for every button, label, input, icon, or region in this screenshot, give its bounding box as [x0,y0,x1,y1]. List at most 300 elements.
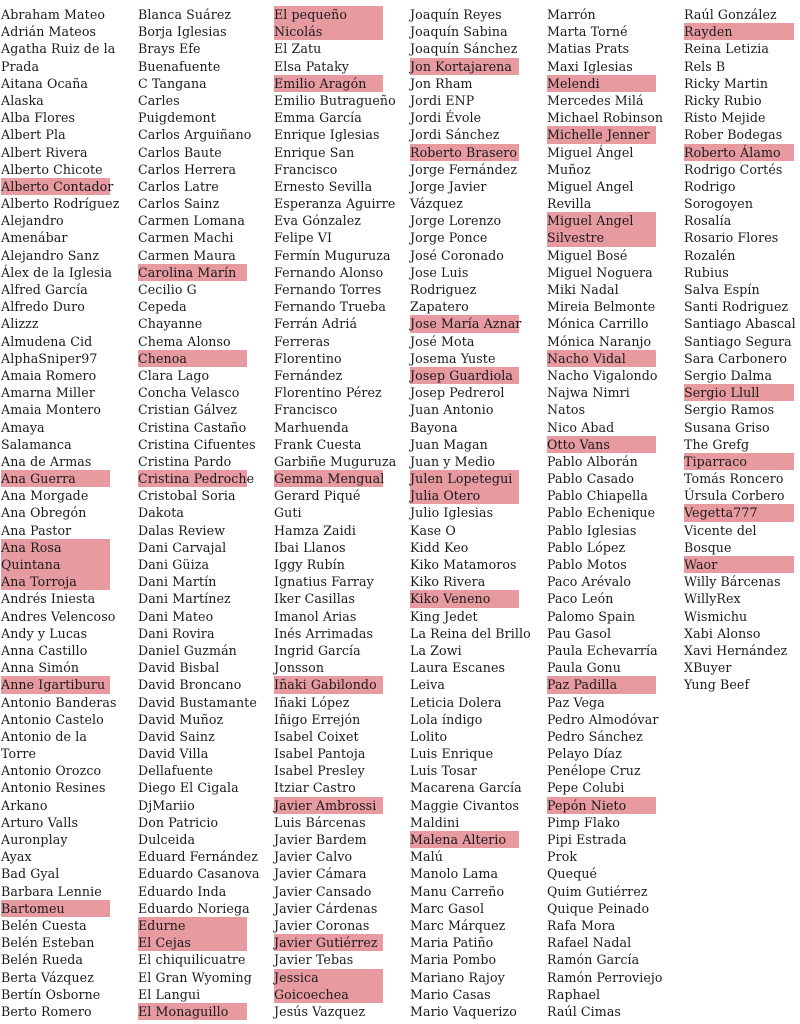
name-entry: Maria Patiño [410,935,494,951]
name-entry: Santiago Abascal [684,316,796,332]
name-entry: Ana de Armas [1,453,92,469]
name-entry: Alaska [1,92,44,108]
name-entry: Álex de la Iglesia [1,264,113,280]
name-entry: David Bisbal [138,660,220,676]
name-entry: Paula Gonu [547,660,621,676]
name-entry: Pedro Sánchez [547,728,643,744]
names-column-2 [138,6,260,1020]
name-entry: Dulceida [138,832,196,847]
names-column-3 [274,6,396,1020]
name-entry: Ana Obregón [1,505,87,521]
name-entry: Dani Carvajal [138,539,227,555]
name-entry: Berto Romero [1,1003,92,1019]
name-entry: Salamanca [1,436,72,452]
name-entry: Amaya [1,419,45,435]
names-column-4 [410,6,531,1020]
name-entry: Raúl González [684,7,777,22]
highlighted-name-entry: Roberto Brasero [410,144,518,160]
name-entry: Mónica Naranjo [547,333,652,349]
name-entry: Antonio Castelo [1,711,104,727]
name-entry: Cristina Cifuentes [138,436,256,452]
name-entry: Vázquez [410,196,464,212]
name-entry: Eduardo Noriega [138,900,250,916]
name-entry: Jordi Sánchez [410,127,500,143]
name-entry: Alberto Rodríguez [1,196,120,212]
highlighted-name-entry: Edurne [138,917,247,934]
name-entry: Muñoz [547,161,591,177]
name-entry: Enrique San [274,144,355,160]
name-entry: Francisco [274,402,338,418]
name-entry: Don Patricio [138,814,219,830]
name-entry: Lola índigo [410,711,483,727]
highlighted-name-entry: Ana Torroja [1,573,110,590]
name-entry: Barbara Lennie [1,883,102,899]
name-entry: Carmen Machi [138,230,234,246]
name-entry: Reina Letizia [684,41,769,57]
name-entry: Paco Arévalo [547,574,632,590]
names-column-6 [684,6,796,694]
name-entry: Mario Vaquerizo [410,1003,517,1019]
name-entry: Palomo Spain [547,608,636,624]
name-entry: Maldini [410,814,460,830]
name-entry: Miguel Angel [547,178,634,194]
name-entry: Joaquín Sánchez [410,41,518,57]
name-entry: Risto Mejide [684,110,766,126]
name-entry: Rafa Mora [547,917,616,933]
name-entry: Carlos Herrera [138,161,237,177]
name-entry: Hamza Zaidi [274,522,357,538]
name-entry: Pepe Colubi [547,780,625,796]
name-entry: Pau Gasol [547,625,612,641]
name-entry: Inés Arrimadas [274,625,374,641]
name-entry: Blanca Suárez [138,7,232,22]
highlighted-name-entry: El pequeño [274,6,383,23]
name-entry: Ignatius Farray [274,574,374,590]
name-entry: Macarena García [410,780,522,796]
name-entry: Bad Gyal [1,866,60,882]
name-entry: Emma García [274,110,362,126]
name-entry: Josep Pedrerol [410,385,505,401]
name-entry: Almudena Cid [1,333,93,349]
name-entry: Iñigo Errejón [274,711,361,727]
name-entry: Nico Abad [547,419,615,435]
name-entry: Pablo Casado [547,471,635,487]
name-entry: Nacho Vigalondo [547,367,658,383]
highlighted-name-entry: Anne Igartiburu [1,676,110,693]
highlighted-name-entry: Ana Rosa [1,539,110,556]
name-entry: Diego El Cigala [138,780,239,796]
name-entry: Belén Esteban [1,935,95,951]
name-entry: Antonio de la [1,728,87,744]
name-entry: Jorge Ponce [410,230,488,246]
highlighted-name-entry: El Monaguillo [138,1003,247,1020]
name-entry: Ernesto Sevilla [274,178,373,194]
name-entry: Rodrigo [684,178,736,194]
highlighted-name-entry: Bartomeu [1,900,110,917]
name-entry: Chema Alonso [138,333,231,349]
name-entry: Dani Rovira [138,625,215,641]
name-entry: Javier Coronas [274,917,370,933]
name-entry: Carlos Latre [138,178,219,194]
name-entry: Rozalén [684,247,736,263]
name-entry: Ana Pastor [1,522,72,538]
name-entry: Najwa Nimri [547,385,630,401]
name-entry: Puigdemont [138,110,216,126]
name-entry: Fernando Torres [274,282,382,297]
name-entry: Maria Pombo [410,952,497,968]
name-entry: Carles [138,92,180,108]
name-entry: David Muñoz [138,711,224,727]
name-entry: Quequé [547,866,598,882]
names-column-5 [547,6,663,1020]
name-entry: Pablo Chiapella [547,488,648,504]
name-entry: Jordi ENP [410,92,475,108]
name-entry: Mariano Rajoy [410,969,505,985]
highlighted-name-entry: Jessica [274,969,383,986]
name-entry: Bosque [684,539,732,555]
name-entry: Cristobal Soria [138,488,236,504]
highlighted-name-entry: Josep Guardiola [410,367,519,384]
highlighted-name-entry: Chenoa [138,350,247,367]
name-entry: Quique Peinado [547,900,650,916]
name-entry: C Tangana [138,75,207,91]
name-entry: Anna Castillo [1,642,88,658]
name-entry: Isabel Presley [274,763,365,779]
name-entry: Fernando Trueba [274,299,386,315]
name-entry: Dani Mateo [138,608,214,624]
name-entry: Iker Casillas [274,591,356,607]
name-entry: Pablo Iglesias [547,522,637,538]
name-entry: Isabel Coixet [274,728,359,744]
name-entry: Paz Vega [547,694,605,710]
name-entry: Amarna Miller [1,385,95,401]
name-entry: Sergio Ramos [684,402,775,418]
name-entry: El Zatu [274,41,322,57]
name-entry: Pimp Flako [547,814,620,830]
name-entry: Luis Bárcenas [274,814,366,830]
highlighted-name-entry: Melendi [547,75,656,92]
name-entry: David Broncano [138,677,242,693]
name-entry: Alba Flores [1,110,76,126]
name-entry: Javier Cansado [274,883,372,899]
name-entry: Manolo Lama [410,866,499,882]
name-entry: Eduard Fernández [138,849,258,865]
name-entry: Dellafuente [138,763,214,779]
name-entry: Daniel Guzmán [138,642,237,658]
name-entry: Dalas Review [138,522,226,538]
name-entry: Javier Cámara [274,866,367,882]
name-entry: Abraham Mateo [1,7,106,22]
name-entry: Florentino [274,350,342,366]
name-entry: Pablo Echenique [547,505,656,521]
name-entry: Francisco [274,161,338,177]
highlighted-name-entry: Goicoechea [274,986,383,1003]
name-entry: Fernández [274,367,343,383]
name-entry: Frank Cuesta [274,436,362,452]
name-entry: Albert Rivera [1,144,88,160]
name-entry: Concha Velasco [138,385,240,401]
highlighted-name-entry: Pepón Nieto [547,797,656,814]
name-entry: Rosario Flores [684,230,779,246]
name-entry: Adrián Mateos [1,24,97,40]
name-entry: Laura Escanes [410,660,506,676]
name-entry: Aitana Ocaña [1,75,89,91]
name-entry: Isabel Pantoja [274,746,366,762]
name-entry: Belén Rueda [1,952,84,968]
name-entry: Brays Efe [138,41,201,57]
name-entry: Alfred García [1,282,88,297]
name-entry: Florentino Pérez [274,385,382,401]
name-entry: Prok [547,849,578,865]
name-entry: José Mota [410,333,475,349]
name-entry: Alberto Chicote [1,161,103,177]
name-entry: Iñaki López [274,694,350,710]
name-entry: Marrón [547,7,596,22]
name-entry: Natos [547,402,586,418]
name-entry: Vicente del [684,522,757,538]
highlighted-name-entry: Julen Lopetegui [410,470,519,487]
name-entry: Alejandro [1,213,64,229]
name-entry: Juan y Medio [410,453,496,469]
name-entry: Sorogoyen [684,196,754,212]
name-entry: Pedro Almodóvar [547,711,659,727]
name-entry: Ana Morgade [1,488,89,504]
name-entry: Luis Enrique [410,746,494,762]
name-entry: Carmen Maura [138,247,236,263]
name-entry: Fermín Muguruza [274,247,391,263]
name-entry: DjMariio [138,797,195,813]
highlighted-name-entry: Waor [684,556,794,573]
name-entry: Jesús Vazquez [274,1003,366,1019]
name-entry: David Bustamante [138,694,257,710]
name-entry: Mónica Carrillo [547,316,649,332]
name-entry: La Zowi [410,642,462,658]
highlighted-name-entry: Silvestre [547,229,656,246]
name-entry: Dani Martín [138,574,217,590]
name-entry: Gerard Piqué [274,488,361,504]
name-entry: Berta Vázquez [1,969,94,985]
highlighted-name-entry: Jose María Aznar [410,316,522,332]
highlighted-name-entry: Tiparraco [684,453,794,470]
name-entry: Jorge Javier [410,178,487,194]
name-entry: El Langui [138,986,201,1002]
name-entry: Andrés Iniesta [1,591,96,607]
name-entry: Chayanne [138,316,203,332]
name-entry: Julio Iglesias [410,505,494,521]
name-entry: Rober Bodegas [684,127,783,143]
name-entry: WillyRex [684,591,741,607]
name-entry: Pipi Estrada [547,832,627,847]
highlighted-name-entry: Vegetta777 [684,504,794,521]
name-entry: Belén Cuesta [1,917,87,933]
name-entry: The Grefg [684,436,750,452]
name-entry: Josema Yuste [410,350,496,366]
name-entry: Clara Lago [138,367,210,383]
name-entry: Ibai Llanos [274,539,346,555]
name-entry: Javier Calvo [274,849,353,865]
name-entry: Jon Rham [410,75,473,91]
name-entry: Joaquín Sabina [410,24,508,40]
name-entry: Juan Antonio [410,402,494,418]
name-entry: Willy Bárcenas [684,574,781,590]
highlighted-name-entry: Sergio Llull [684,384,794,401]
name-entry: Miguel Ángel [547,144,634,160]
name-entry: Salva Espín [684,282,760,297]
highlighted-name-entry: Javier Ambrossi [274,797,383,814]
name-entry: Enrique Iglesias [274,127,380,143]
name-entry: Ayax [1,849,32,865]
name-entry: Lolito [410,728,448,744]
name-entry: Bayona [410,419,458,435]
name-entry: Michael Robinson [547,110,664,126]
name-entry: Alfredo Duro [1,299,85,315]
name-entry: Antonio Orozco [1,763,102,779]
name-entry: Alejandro Sanz [1,247,100,263]
name-entry: Quim Gutiérrez [547,883,648,899]
names-column-1 [1,6,119,1020]
name-entry: Ricky Martin [684,75,769,91]
name-entry: Marc Gasol [410,900,485,916]
name-entry: Ingrid García [274,642,361,658]
highlighted-name-entry: Cristina Pedroche [138,471,255,487]
name-entry: La Reina del Brillo [410,625,531,641]
name-entry: Luis Tosar [410,763,477,779]
name-entry: Pablo López [547,539,626,555]
name-entry: Arkano [1,797,48,813]
name-entry: Xavi Hernández [684,642,788,658]
name-entry: Paula Echevarría [547,642,658,658]
name-entry: Dakota [138,505,184,521]
name-entry: Antonio Resines [1,780,106,796]
name-entry: Prada [1,58,40,74]
highlighted-name-entry: Malena Alterio [410,831,519,848]
name-entry: José Coronado [410,247,504,263]
name-entry: Revilla [547,196,592,212]
name-entry: Joaquín Reyes [410,7,502,22]
name-entry: Javier Cárdenas [274,900,378,916]
name-entry: Miguel Bosé [547,247,628,263]
name-entry: Wismichu [684,608,748,624]
name-entry: Marhuenda [274,419,349,435]
highlighted-name-entry: Michelle Jenner [547,126,656,143]
name-entry: Ferreras [274,333,330,349]
name-entry: Jonsson [274,660,325,676]
name-entry: Malú [410,849,443,865]
name-entry: Mercedes Milá [547,92,644,108]
name-entry: Santi Rodriguez [684,299,789,315]
name-entry: Tomás Roncero [684,471,784,487]
name-entry: El Gran Wyoming [138,969,252,985]
highlighted-name-entry: Gemma Mengual [274,471,385,487]
name-entry: Eva Gónzalez [274,213,362,229]
name-entry: Paco León [547,591,614,607]
name-entry: Rubius [684,264,729,280]
highlighted-name-entry: El Cejas [138,934,247,951]
name-entry: Albert Pla [1,127,66,143]
name-entry: Bertín Osborne [1,986,101,1002]
highlighted-name-entry: Nacho Vidal [547,350,656,367]
highlighted-name-entry: Rayden [684,23,794,40]
name-entry: Jorge Fernández [410,161,518,177]
name-entry: XBuyer [684,660,732,676]
name-entry: Eduardo Inda [138,883,227,899]
name-entry: Raphael [547,986,601,1002]
name-entry: Amaia Montero [1,402,102,418]
name-entry: Maxi Iglesias [547,58,633,74]
name-entry: Andres Velencoso [1,608,116,624]
name-entry: Fernando Alonso [274,264,384,280]
name-entry: Sergio Dalma [684,367,773,383]
name-entry: Rosalía [684,213,732,229]
highlighted-name-entry: Paz Padilla [547,676,656,693]
name-entry: Kiko Matamoros [410,557,517,572]
highlighted-name-entry: Emilio Aragón [274,75,383,92]
name-entry: Carlos Sainz [138,196,220,212]
name-entry: Felipe VI [274,230,333,246]
name-entry: Penélope Cruz [547,763,641,779]
name-entry: Kase O [410,522,456,538]
name-entry: Kiko Rivera [410,574,486,590]
name-entry: Miki Nadal [547,282,619,297]
name-entry: Auronplay [1,832,68,847]
name-entry: Matias Prats [547,41,630,57]
name-entry: Ferrán Adriá [274,316,358,332]
name-entry: Marc Márquez [410,917,506,933]
highlighted-name-entry: Jon Kortajarena [410,58,519,75]
highlighted-name-entry: Nicolás [274,23,383,40]
name-entry: Dani Güiza [138,557,210,572]
name-entry: El chiquilicuatre [138,952,246,968]
name-entry: David Villa [138,746,209,762]
name-entry: Carlos Baute [138,144,222,160]
name-entry: Emilio Butragueño [274,92,396,108]
name-entry: Arturo Valls [1,814,79,830]
name-entry: Pablo Alborán [547,453,638,469]
name-entry: Marta Torné [547,24,628,40]
name-entry: Ramón Perroviejo [547,969,663,985]
name-entry: Itziar Castro [274,780,356,796]
name-entry: Susana Griso [684,419,770,435]
name-entry: Elsa Pataky [274,58,350,74]
name-entry: Rels B [684,58,726,74]
name-entry: Pelayo Díaz [547,746,622,762]
name-entry: Buenafuente [138,58,221,74]
name-entry: Agatha Ruiz de la [1,41,116,57]
name-entry: Garbiñe Muguruza [274,453,397,469]
name-entry: Torre [1,746,36,762]
highlighted-name-entry: Alberto Contador [1,178,114,194]
name-entry: Zapatero [410,299,469,315]
name-entry: Juan Magan [410,436,488,452]
name-entry: David Sainz [138,728,215,744]
name-entry: Leiva [410,677,445,693]
name-entry: Eduardo Casanova [138,866,260,882]
name-entry: Carlos Arguiñano [138,127,252,143]
name-entry: Mireia Belmonte [547,299,656,315]
name-entry: King Jedet [410,608,478,624]
name-entry: Rodriguez [410,282,477,297]
name-entry: Jose Luis [410,264,469,280]
name-entry: Leticia Dolera [410,694,502,710]
name-entry: Maggie Civantos [410,797,520,813]
highlighted-name-entry: Quintana [1,556,110,573]
highlighted-name-entry: Kiko Veneno [410,590,519,607]
name-entry: Pablo Motos [547,557,627,572]
highlighted-name-entry: Otto Vans [547,436,656,453]
name-entry: Alizzz [1,316,39,332]
name-entry: Ramón García [547,952,640,968]
name-entry: Cristian Gálvez [138,402,238,418]
